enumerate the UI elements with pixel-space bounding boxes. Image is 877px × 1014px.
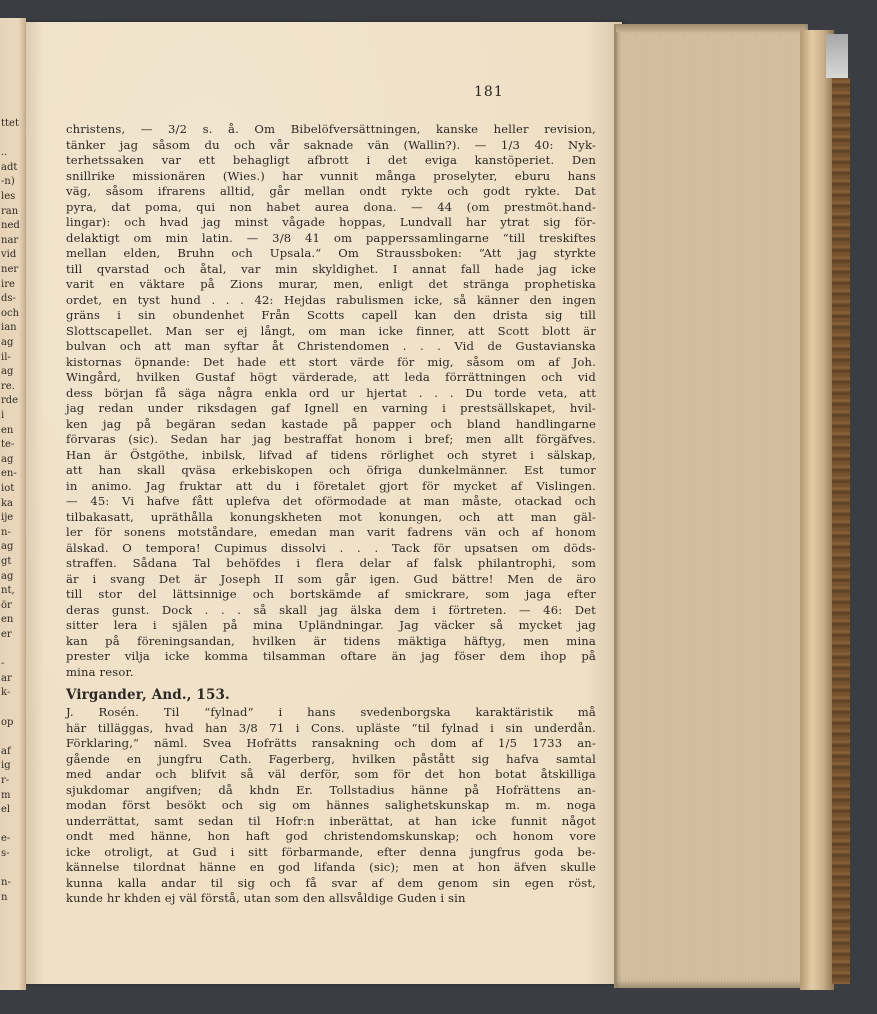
previous-page-fragment: iot [1,483,15,494]
previous-page-fragment: n [1,891,8,903]
previous-page-fragment: af [1,745,11,757]
text-line: delaktigt om min latin. — 3/8 41 om papperssamlingarne “till treskiftes [66,230,596,245]
previous-page-fragment: ag [1,366,14,378]
page-block-edge [614,24,808,988]
text-line: kistornas öpnande: Det hade ett stort värde för mig, såsom om af Joh. [66,354,596,369]
text-line: modan först besökt och sig om hännes salighetskunskap m. m. noga [66,798,596,812]
text-line: tänker jag såsom du och vår saknade vän (Wallin?). — 1/3 40: Nyk- [66,137,596,152]
previous-page-fragment: gt [1,556,12,567]
previous-page-fragment: nar [1,234,19,246]
text-line: kunde hr khden ej väl förstå, utan som den allsvåldige Guden i sin [66,891,466,905]
previous-page-fragment: -n) [1,176,15,188]
text-line: bulvan och att man syftar åt Christendomen . . . Vid de Gustavianska [66,339,596,353]
previous-page-fragment: vid [1,249,17,261]
previous-page-fragment: ian [1,322,17,334]
text-line: straffen. Sådana Tal behöfdes i flera delar af falsk philantrophi, som [66,556,596,570]
previous-page-fragment: nt, [1,585,15,597]
text-line: väg, såsom ifrarens alltid, går mellan ondt rykte och godt rykte. Dat [66,184,596,198]
page-number: 181 [474,84,504,100]
text-line: Wingård, hvilken Gustaf högt värderade, att leda förrättningen och vid [66,370,596,384]
text-line: underrättat, samt sedan til Hofr:n inberättat, at han icke funnit något [66,813,596,828]
text-line: att han skall qväsa erkebiskopen och öfriga dunkelmänner. Est tumor [66,463,596,477]
text-line: prester vilja icke komma tilsamman oftare än jag föser dem ihop på [66,649,596,663]
text-line: älskad. O tempora! Cupimus dissolvi . . . Tack för upsatsen om döds- [66,540,596,555]
previous-page-fragment: ran [1,205,19,217]
text-line: deras gunst. Dock . . . så skall jag älska dem i förtreten. — 46: Det [66,602,596,617]
text-line: jag redan under riksdagen gaf Ignell en varning i prestsällskapet, hvil- [66,401,596,415]
previous-page-fragment: ag [1,570,14,582]
text-line: sjukdomar angifven; då khdn Er. Tollstadius hänne på Hofrättens an- [66,782,596,797]
text-line: in animo. Jag fruktar att du i företalet gjort för mycket af Vislingen. [66,478,596,493]
cover-clip [826,34,848,78]
previous-page-fragment: e- [1,833,11,845]
previous-page-fragment: m [1,789,11,801]
text-line: — 45: Vi hafve fått uplefva det oförmodade at man måste, otackad och [66,494,596,508]
text-line: J. Rosén. Til “fylnad“ i hans svedenborgska karaktäristik må [66,705,596,719]
text-line: gående en jungfru Cath. Fagerberg, hvilken påstått sig hafva samtal [66,751,596,766]
previous-page-fragment: en- [1,468,17,480]
previous-page-fragment: ig [1,760,11,772]
previous-page-fragment: ije [1,512,14,524]
previous-page-fragment: och [1,307,20,319]
previous-page-fragment: en [1,424,14,436]
previous-page-fragment: n- [1,526,11,538]
previous-page-fragment: ag [1,541,14,553]
previous-page-fragment: n- [1,877,11,889]
text-line: kännelse tilordnat hänne en god lifanda (sic); men at hon äfven skulle [66,860,596,874]
previous-page-fragment: el [1,804,11,816]
book-binding [800,30,834,990]
text-line: mina resor. [66,664,134,679]
text-line: Slottscapellet. Man ser ej långt, om man icke finner, att Scott blott är [66,323,596,338]
text-line: till qvarstad och åtal, var min skyldighet. I annat fall hade jag icke [66,261,596,276]
text-line: till stor del lättsinnige och bortskämde af smickrare, som jaga efter [66,587,596,601]
text-line: ken jag på begäran sedan kastade på papper och bland handlingarne [66,416,596,431]
text-line: Han är Östgöthe, inbilsk, lifvad af tidens rörlighet och styret i sälskap, [66,447,596,462]
text-line: lingar): och hvad jag minst vågade hoppas, Lundvall har ytrat sig för- [66,215,596,229]
text-line: snillrike missionären (Wies.) har vunnit många proselyter, eburu hans [66,168,596,183]
text-line: med andar och blifvit så väl derför, som för det hon botat åtskilliga [66,767,596,781]
previous-page-fragment: ire [1,278,15,290]
book-page [26,22,622,984]
text-line: är i svang Det är Joseph II som går igen. Gud bättre! Men de äro [66,571,596,586]
previous-page-fragment: op [1,716,14,728]
text-line: christens, — 3/2 s. å. Om Bibelöfversättningen, kanske heller revision, [66,122,596,136]
previous-page-fragment: - [1,658,5,670]
previous-page-fragment: ner [1,264,19,275]
text-line: förvaras (sic). Sedan har jag bestraffat honom i bref; men allt förgäfves. [66,432,596,446]
text-line: ondt med hänne, hon haft god christendomskunskap; och honom vore [66,829,596,843]
previous-page-fragment: r- [1,775,10,786]
text-block-letters [66,122,596,680]
previous-page-fragment: re. [1,380,15,392]
previous-page-fragment: rde [1,395,19,407]
text-line: icke otroligt, at Gud i sitt förbarmande, efter denna jungfrus goda be- [66,844,596,859]
previous-page-fragment: ag [1,453,14,465]
previous-page-fragment: k- [1,687,11,699]
previous-page-fragment: ör [1,599,12,611]
text-line: Förklaring,“ näml. Svea Hofrätts ransakning och dom af 1/5 1733 an- [66,736,596,750]
previous-page-fragment: ds- [1,293,16,305]
previous-page-fragment: i [1,410,5,421]
cover-edge [832,78,850,984]
text-line: terhetssaken var ett behagligt afbrott i det eviga kanstöperiet. Den [66,153,596,167]
text-line: sitter lera i själen på mina Upländningar. Jag väcker så mycket jag [66,618,596,632]
text-line: ler för sonens motståndare, emedan man varit fadrens vän och af honom [66,525,596,539]
previous-page-fragment: .. [1,147,8,159]
previous-page-fragment: ar [1,672,12,684]
previous-page-fragment: adt [1,161,18,173]
page-text [66,122,596,907]
previous-page-edge [0,18,26,990]
previous-page-fragment: ttet [1,118,19,129]
previous-page-fragment: ka [1,497,14,509]
text-line: ordet, en tyst hund . . . 42: Hejdas rabulismen icke, så känner den ingen [66,292,596,307]
previous-page-fragment: il- [1,351,11,363]
section-heading: Virgander, And., 153. [66,687,230,703]
text-block-rosen [66,705,596,907]
text-line: gräns i sin obundenhet Från Scotts capell kan den drista sig till [66,308,596,322]
text-line: pyra, dat poma, qui non habet aurea dona. — 44 (om prestmöt.hand- [66,199,596,214]
text-line: mellan elden, Bruhn och Upsala.“ Om Straussboken: “Att jag styrkte [66,246,596,260]
text-line: kan på föreningsandan, hvilken är tidens mäktiga häftyg, men mina [66,633,596,648]
text-line: här tilläggas, hvad han 3/8 71 i Cons. upläste “til fylnad i sin underdån. [66,720,596,735]
previous-page-fragment: ned [1,220,20,232]
previous-page-fragment: en [1,614,14,626]
text-line: tilbakasatt, upräthålla konungskheten mot konungen, och att man gäl- [66,509,596,524]
previous-page-fragment: les [1,191,16,202]
text-line: kunna kalla andar til sig och få svar af dem genom sin egen röst, [66,875,596,890]
page-block-top [616,24,804,32]
text-line: varit en väktare på Zions murar, men, enligt det stränga prophetiska [66,277,596,291]
previous-page-fragment: ag [1,337,14,348]
previous-page-fragment: er [1,629,12,640]
text-line: dess början få säga några enkla ord ur hjertat . . . Du torde veta, att [66,385,596,400]
previous-page-fragment: s- [1,848,10,859]
previous-page-fragment: te- [1,439,15,451]
